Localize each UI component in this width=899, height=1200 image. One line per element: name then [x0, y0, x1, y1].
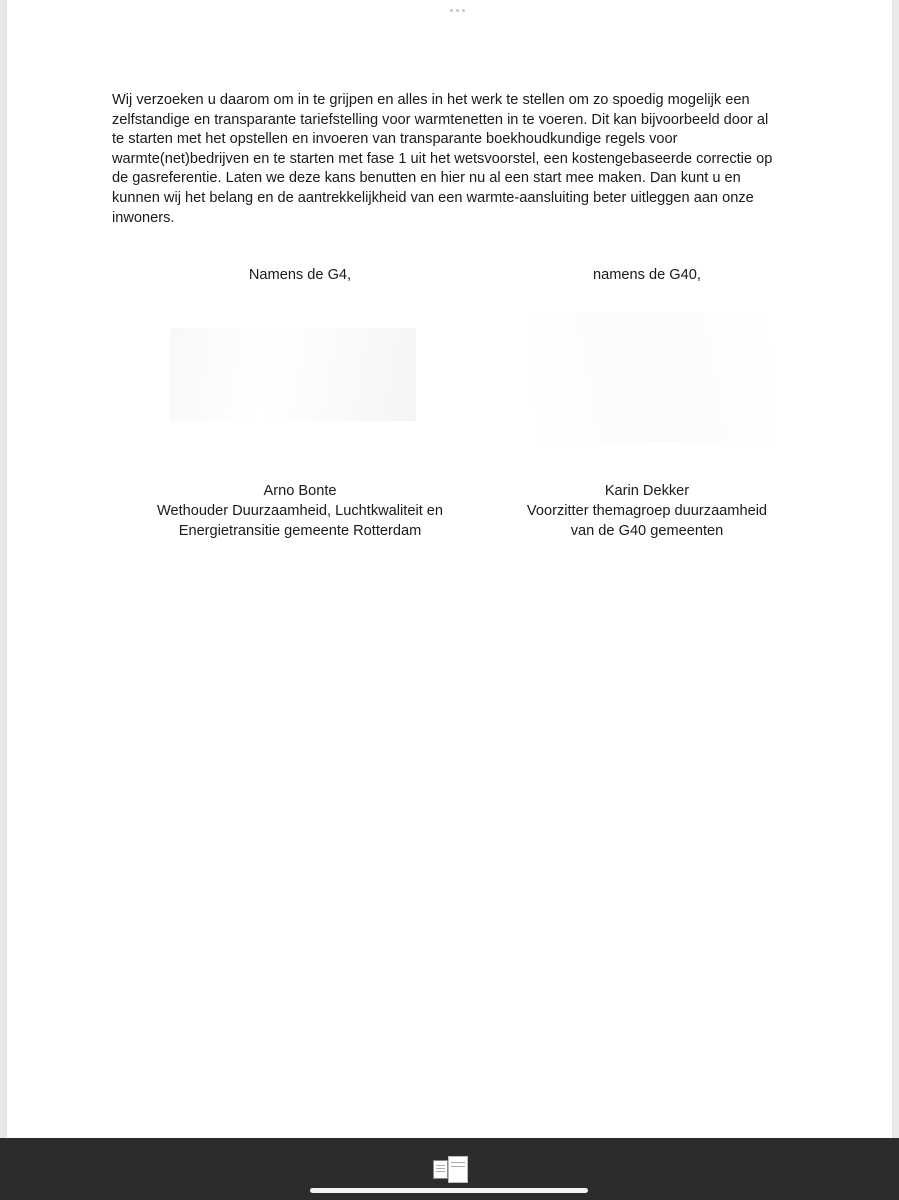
signer-role-line: Voorzitter themagroep duurzaamheid [526, 503, 768, 519]
signer-block-left [127, 481, 473, 541]
greeting-g4: Namens de G4, [248, 267, 352, 283]
signer-role-line: Wethouder Duurzaamheid, Luchtkwaliteit en [156, 503, 444, 519]
page-thumbnails-icon[interactable] [431, 1156, 471, 1182]
bottom-toolbar [0, 1138, 899, 1200]
greeting-g40: namens de G40, [593, 267, 701, 283]
home-indicator[interactable] [310, 1188, 588, 1193]
signature-image-left [170, 328, 416, 421]
page-thumbnail[interactable] [448, 1156, 468, 1183]
document-page[interactable] [7, 0, 892, 1138]
signer-name: Arno Bonte [263, 483, 337, 499]
body-paragraph: Wij verzoeken u daarom om in te grijpen en alles in het werk te stellen om zo spoedig mogelijk een zelfstandige en transparante tariefstelling voor warmtenetten in te voeren. Dit kan bijvoorbeeld door al te starten met het opstellen en invoeren van transparante boekhoudkundige regels voor warmte(net)bedrijven en te starten met fase 1 uit het wetsvoorstel, een kostengebaseerde correctie op de gasreferentie. Laten we deze kans benutten en hier nu al een start mee maken. Dan kunt u en kunnen wij het belang en de aantrekkelijkheid van een warmte-aansluiting beter uitleggen aan onze inwoners. [112, 92, 773, 226]
signer-role-line: Energietransitie gemeente Rotterdam [178, 523, 422, 539]
signer-name: Karin Dekker [604, 483, 690, 499]
signer-block-right [497, 481, 797, 541]
page-thumbnail[interactable] [433, 1160, 448, 1179]
signer-role-line: van de G40 gemeenten [570, 523, 724, 539]
ellipsis-icon[interactable] [447, 9, 467, 13]
signature-image-right [532, 312, 772, 442]
